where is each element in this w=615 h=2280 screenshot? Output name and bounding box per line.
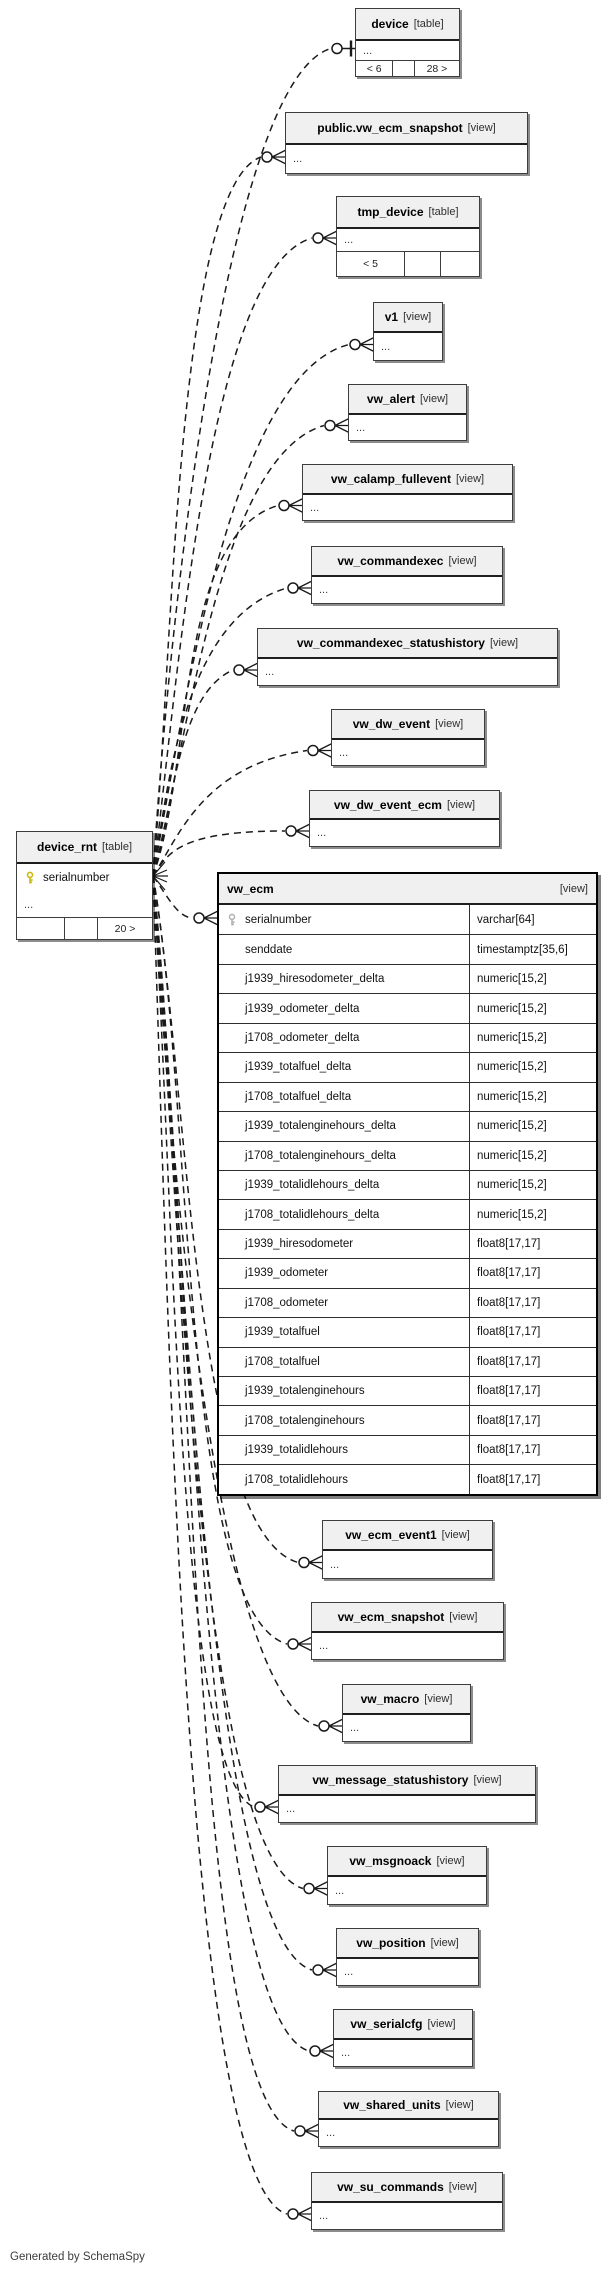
view-vw-commandexec-statushistory[interactable] (257, 628, 558, 686)
hidden-columns-ellipsis: ... (286, 1803, 296, 1815)
column-name-cell (219, 1083, 470, 1111)
column-type: numeric[15,2] (477, 1208, 547, 1221)
column-row-j1708-totalfuel-delta (219, 1082, 596, 1111)
box-kind-label: [view] (448, 555, 477, 567)
hidden-columns-ellipsis: ... (344, 234, 354, 246)
cardinality-zero-marker (262, 152, 272, 162)
relationship-line (320, 2044, 334, 2058)
column-type: numeric[15,2] (477, 1002, 547, 1015)
cardinality-zero-marker (299, 1558, 309, 1568)
box-kind-label: [view] (467, 122, 496, 134)
cardinality-zero-marker (194, 913, 204, 923)
column-type: numeric[15,2] (477, 1179, 547, 1192)
relationship-line (360, 338, 374, 352)
box-name: vw_msgnoack (349, 1854, 432, 1868)
hidden-columns-ellipsis: ... (330, 1558, 340, 1571)
cardinality-zero-marker (332, 44, 342, 54)
column-type: float8[17,17] (477, 1296, 541, 1309)
column-type: numeric[15,2] (477, 1031, 547, 1044)
box-header[interactable] (343, 1685, 470, 1715)
table-device-rnt[interactable] (16, 831, 153, 940)
hidden-columns-ellipsis: ... (293, 153, 303, 165)
box-name: vw_alert (366, 392, 415, 406)
cardinality-zero-marker (288, 583, 298, 593)
hidden-columns-ellipsis: ... (341, 2047, 351, 2059)
column-row-j1708-odometer-delta (219, 1023, 596, 1052)
box-name: vw_commandexec_statushistory (296, 636, 485, 650)
column-row-j1939-totalidlehours (219, 1435, 596, 1464)
column-type: numeric[15,2] (477, 1149, 547, 1162)
column-type: float8[17,17] (477, 1355, 541, 1368)
hidden-columns-ellipsis: ... (350, 1722, 360, 1734)
cardinality-zero-marker (325, 421, 335, 431)
hidden-columns-ellipsis: ... (317, 827, 327, 839)
relationship-line (204, 911, 218, 925)
footer-cell (405, 252, 441, 276)
box-kind-label: [view] (448, 2181, 477, 2193)
cardinality-zero-marker (288, 1639, 298, 1649)
box-name: vw_message_statushistory (312, 1773, 469, 1787)
column-row-j1939-totalfuel (219, 1317, 596, 1346)
column-row-serialnumber (17, 864, 152, 892)
cardinality-zero-marker (288, 2209, 298, 2219)
cardinality-zero-marker (279, 501, 289, 511)
box-kind-label: [view] (441, 1529, 470, 1541)
column-type: numeric[15,2] (477, 1061, 547, 1074)
box-header[interactable] (310, 791, 499, 820)
box-name: vw_ecm_snapshot (337, 1610, 445, 1624)
column-name: j1708_totalenginehours_delta (245, 1149, 396, 1162)
view-public-vw-ecm-snapshot[interactable] (285, 112, 528, 174)
column-type: numeric[15,2] (477, 1120, 547, 1133)
hidden-columns-ellipsis: ... (339, 746, 349, 759)
table-kind-label: [table] (102, 841, 132, 853)
box-header[interactable] (286, 113, 527, 145)
column-name-cell (219, 1053, 470, 1081)
relationship-line (153, 670, 233, 876)
relationship-line (153, 238, 312, 876)
column-name: j1939_odometer_delta (245, 1002, 360, 1015)
view-name: vw_ecm (227, 881, 274, 896)
table-footer (17, 917, 152, 939)
hidden-columns-ellipsis: ... (381, 340, 391, 353)
column-type: timestamptz[35,6] (477, 943, 568, 956)
relationship-line (272, 150, 286, 164)
relationship-line (298, 581, 312, 595)
box-header[interactable] (328, 1847, 486, 1877)
cardinality-zero-marker (313, 1965, 323, 1975)
column-name: j1939_totalfuel (245, 1326, 320, 1339)
column-type: varchar[64] (477, 913, 535, 926)
box-name: vw_dw_event (352, 717, 431, 731)
relationship-line (323, 1963, 337, 1977)
column-type: numeric[15,2] (477, 1090, 547, 1103)
view-vw-calamp-fullevent[interactable] (302, 464, 513, 521)
relationship-line (153, 506, 278, 877)
view-vw-ecm-event1[interactable] (322, 1520, 493, 1579)
cardinality-zero-marker (350, 340, 360, 350)
box-header[interactable] (258, 629, 557, 659)
hidden-columns-ellipsis: ... (265, 666, 275, 678)
relationship-line (296, 824, 310, 838)
cardinality-zero-marker (310, 2046, 320, 2056)
column-name: j1708_totalenginehours (245, 1414, 365, 1427)
box-kind-label: [view] (446, 798, 476, 811)
table-name: device_rnt (37, 840, 98, 854)
column-name-cell (219, 1436, 470, 1464)
column-name: j1708_odometer (245, 1296, 329, 1309)
relationship-line (153, 831, 285, 876)
relationship-line (329, 1719, 343, 1733)
view-vw-ecm[interactable] (217, 872, 598, 1496)
column-name-cell (219, 994, 470, 1022)
column-name-cell (219, 1230, 470, 1258)
box-kind-label: [view] (449, 1611, 478, 1623)
box-name: device (371, 17, 409, 31)
cardinality-zero-marker (313, 233, 323, 243)
column-name-cell (219, 1142, 470, 1170)
relationship-line (298, 1637, 312, 1651)
box-header[interactable] (312, 1603, 503, 1633)
box-header[interactable] (312, 2173, 502, 2203)
hidden-columns-ellipsis: ... (363, 44, 373, 57)
box-header[interactable] (303, 465, 512, 495)
column-type: float8[17,17] (477, 1267, 541, 1280)
box-kind-label: [view] (489, 637, 519, 649)
column-row-j1939-totalenginehours (219, 1376, 596, 1405)
box-name: vw_dw_event_ecm (333, 797, 442, 812)
box-name: tmp_device (357, 205, 424, 219)
view-vw-ecm-columns (219, 905, 596, 1494)
box-header[interactable] (334, 2010, 472, 2040)
box-header[interactable] (374, 303, 442, 333)
column-name-cell (219, 1465, 470, 1493)
view-v1[interactable] (373, 302, 443, 361)
column-row-j1939-hiresodometer-delta (219, 964, 596, 993)
relationship-line (318, 744, 332, 758)
column-type: float8[17,17] (477, 1385, 541, 1398)
column-name: j1939_totalenginehours (245, 1385, 365, 1398)
column-row-j1939-totalenginehours-delta (219, 1111, 596, 1140)
relationship-line (335, 419, 349, 433)
column-name-cell (219, 1024, 470, 1052)
view-vw-macro[interactable] (342, 1684, 471, 1742)
box-name: vw_ecm_event1 (345, 1528, 437, 1542)
column-type: numeric[15,2] (477, 973, 547, 986)
view-vw-shared-units[interactable] (318, 2091, 499, 2147)
column-name: j1939_totalidlehours_delta (245, 1179, 380, 1192)
table-device[interactable] (355, 8, 460, 77)
box-header[interactable] (279, 1766, 535, 1796)
column-name: j1708_odometer_delta (245, 1031, 360, 1044)
relationship-line (305, 2124, 319, 2138)
table-device-rnt-header[interactable] (17, 832, 152, 864)
column-row-senddate (219, 934, 596, 963)
box-kind-label: [view] (436, 1855, 465, 1867)
column-name-cell (219, 1318, 470, 1346)
box-footer (337, 251, 479, 276)
column-name: serialnumber (43, 872, 110, 884)
column-name-cell (219, 1406, 470, 1434)
view-vw-dw-event-ecm[interactable] (309, 790, 500, 847)
hidden-columns-ellipsis: ... (344, 1966, 354, 1978)
column-name-cell (219, 1200, 470, 1228)
box-kind-label: [view] (419, 393, 449, 405)
cardinality-zero-marker (234, 665, 244, 675)
box-name: vw_position (356, 1936, 426, 1950)
view-vw-position[interactable] (336, 1928, 479, 1986)
column-row-j1939-totalidlehours-delta (219, 1170, 596, 1199)
box-kind-label: [table] (428, 206, 459, 218)
view-vw-ecm-header[interactable] (219, 874, 596, 905)
table-tmp-device[interactable] (336, 196, 480, 277)
relationship-line (314, 1882, 328, 1896)
view-vw-msgnoack[interactable] (327, 1846, 487, 1905)
column-type: float8[17,17] (477, 1414, 541, 1427)
box-kind-label: [view] (427, 2018, 456, 2030)
cardinality-zero-marker (286, 826, 296, 836)
column-name: j1708_totalfuel (245, 1355, 320, 1368)
relationship-line (265, 1800, 279, 1814)
box-kind-label: [view] (430, 1937, 459, 1949)
box-name: vw_serialcfg (350, 2017, 423, 2031)
column-row-j1708-totalenginehours-delta (219, 1141, 596, 1170)
box-name: vw_calamp_fullevent (330, 472, 451, 486)
column-name: j1708_totalidlehours (245, 1473, 348, 1486)
hidden-columns-ellipsis: ... (335, 1884, 345, 1897)
column-name: j1708_totalfuel_delta (245, 1090, 352, 1103)
column-type: float8[17,17] (477, 1444, 541, 1457)
hidden-columns-ellipsis: ... (319, 584, 329, 596)
box-kind-label: [view] (455, 473, 485, 485)
box-header[interactable] (337, 197, 479, 229)
column-row-j1708-totalidlehours (219, 1464, 596, 1493)
view-vw-serialcfg[interactable] (333, 2009, 473, 2067)
relationship-line (153, 157, 261, 876)
column-row-j1939-odometer (219, 1258, 596, 1287)
column-name: j1939_totalidlehours (245, 1444, 348, 1457)
hidden-columns-ellipsis: ... (319, 2210, 329, 2222)
key-icon (227, 913, 238, 926)
box-kind-label: [table] (413, 18, 444, 30)
primary-key-icon (25, 872, 36, 885)
footer-cell: 28 > (426, 62, 448, 75)
column-name-cell (219, 1259, 470, 1287)
hidden-columns-ellipsis: ... (356, 421, 366, 434)
footer-cell (17, 918, 65, 939)
relationship-line (309, 1556, 323, 1570)
box-kind-label: [view] (435, 718, 464, 730)
column-row-j1708-totalfuel (219, 1347, 596, 1376)
footer-cell: < 5 (337, 252, 405, 276)
footer-cell: < 6 (356, 61, 393, 76)
box-header[interactable] (312, 547, 502, 577)
box-kind-label: [view] (424, 1693, 453, 1705)
view-vw-ecm-snapshot[interactable] (311, 1602, 504, 1660)
column-name: j1939_hiresodometer (245, 1238, 354, 1251)
view-vw-alert[interactable] (348, 384, 467, 441)
box-kind-label: [view] (403, 311, 432, 323)
column-name: j1939_totalfuel_delta (245, 1061, 352, 1074)
column-name-cell (219, 965, 470, 993)
hidden-columns-ellipsis: ... (326, 2127, 336, 2139)
relationship-line (244, 663, 258, 677)
box-header[interactable] (323, 1521, 492, 1551)
hidden-columns-ellipsis: ... (319, 1640, 329, 1652)
column-row-j1708-odometer (219, 1288, 596, 1317)
relationship-line (323, 231, 337, 245)
footer-cell (65, 918, 98, 939)
column-row-j1708-totalenginehours (219, 1405, 596, 1434)
hidden-columns-ellipsis: ... (24, 898, 34, 911)
box-header[interactable] (356, 9, 459, 41)
box-footer (356, 60, 459, 76)
column-type: float8[17,17] (477, 1473, 541, 1486)
footer-cell (441, 252, 479, 276)
box-kind-label: [view] (473, 1774, 502, 1786)
box-header[interactable] (349, 385, 466, 415)
column-name-cell (219, 905, 470, 934)
column-row-j1708-totalidlehours-delta (219, 1199, 596, 1228)
column-type: float8[17,17] (477, 1326, 541, 1339)
column-name-cell (219, 1171, 470, 1199)
cardinality-zero-marker (304, 1884, 314, 1894)
footer-cell (393, 61, 415, 76)
column-name: serialnumber (245, 913, 312, 926)
column-name-cell (219, 1112, 470, 1140)
cardinality-zero-marker (319, 1721, 329, 1731)
cardinality-zero-marker (255, 1802, 265, 1812)
box-name: v1 (384, 310, 399, 324)
box-header[interactable] (319, 2092, 498, 2120)
box-name: vw_macro (360, 1692, 420, 1706)
column-type: float8[17,17] (477, 1238, 541, 1251)
view-vw-dw-event[interactable] (331, 709, 485, 766)
cardinality-zero-marker (308, 746, 318, 756)
column-name: j1939_hiresodometer_delta (245, 973, 385, 986)
box-name: public.vw_ecm_snapshot (317, 121, 463, 135)
box-name: vw_shared_units (343, 2098, 441, 2112)
view-kind-label: [view] (559, 882, 588, 895)
column-row-serialnumber (219, 905, 596, 934)
column-row-j1939-hiresodometer (219, 1229, 596, 1258)
view-vw-message-statushistory[interactable] (278, 1765, 536, 1823)
column-name: j1708_totalidlehours_delta (245, 1208, 380, 1221)
cardinality-zero-marker (295, 2126, 305, 2136)
column-name-cell (219, 935, 470, 963)
box-name: vw_commandexec (337, 554, 444, 568)
view-vw-su-commands[interactable] (311, 2172, 503, 2230)
column-name: j1939_totalenginehours_delta (245, 1120, 396, 1133)
column-row-j1939-totalfuel-delta (219, 1052, 596, 1081)
box-header[interactable] (337, 1929, 478, 1959)
box-header[interactable] (332, 710, 484, 740)
column-name: senddate (245, 943, 293, 956)
hidden-columns-ellipsis: ... (310, 501, 320, 514)
column-name: j1939_odometer (245, 1267, 329, 1280)
footer-cell-children-count: 20 > (114, 922, 136, 935)
box-name: vw_su_commands (337, 2180, 444, 2194)
relationship-line (298, 2207, 312, 2221)
relationship-line (289, 499, 303, 513)
column-name-cell (219, 1377, 470, 1405)
view-vw-commandexec[interactable] (311, 546, 503, 604)
column-name-cell (219, 1289, 470, 1317)
column-row-j1939-odometer-delta (219, 993, 596, 1022)
generated-by-note: Generated by SchemaSpy (10, 2251, 145, 2263)
column-name-cell (219, 1348, 470, 1376)
box-kind-label: [view] (445, 2099, 474, 2111)
